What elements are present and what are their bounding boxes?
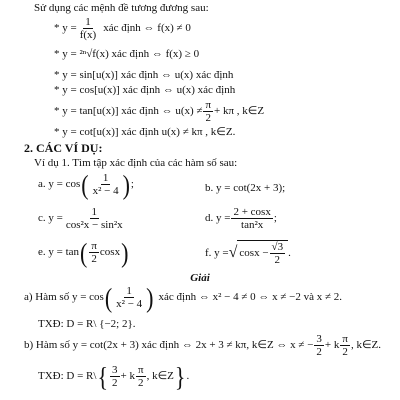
solution-b-domain-suffix: , k∈Z bbox=[146, 370, 174, 383]
solution-b-domain: TXĐ: D = R\ { $\frac{3}{2}$ + k $\frac{\pi}{2}$ , k∈Z } . bbox=[38, 360, 190, 392]
item-c bbox=[38, 206, 126, 231]
item-e: e. y = tan ( $\frac{\pi}{2}$ cosx ) bbox=[38, 236, 129, 268]
item-d bbox=[205, 206, 277, 231]
item-d-denominator: tan²x bbox=[241, 219, 264, 232]
rule-5-prefix: * y = tan[u(x)] xác định ⇔ u(x) ≠ bbox=[54, 105, 203, 118]
item-d-numerator: 2 + cosx bbox=[233, 206, 271, 218]
item-f-prefix: f. y = bbox=[205, 246, 229, 259]
solution-b-suffix: , k∈Z. bbox=[350, 339, 381, 352]
item-e-prefix: e. y = tan bbox=[38, 246, 80, 259]
item-c-numerator: 1 bbox=[91, 206, 97, 218]
solution-b-domain-fraction-1 bbox=[110, 364, 120, 389]
rule-1-denominator: f(x) bbox=[79, 29, 97, 42]
solution-title: Giải bbox=[190, 272, 210, 284]
item-c-prefix: c. y = bbox=[38, 212, 63, 225]
rule-1-suffix: xác định ⇔ f(x) ≠ 0 bbox=[103, 22, 191, 35]
solution-b-mid: + k bbox=[324, 339, 340, 352]
rule-4: * y = cos[u(x)] xác định ⇔ u(x) xác định bbox=[54, 84, 236, 96]
item-f-radicand bbox=[237, 240, 288, 266]
item-a-prefix: a. y = cos bbox=[38, 178, 81, 191]
section-title: 2. CÁC VÍ DỤ: bbox=[24, 141, 103, 155]
solution-a: a) Hàm số y = cos ( $\frac{1}{\text{x² − 4}}$ ) xác định ⇔ x² − 4 ≠ 0 ⇔ x ≠ −2 và x ≠ 2. bbox=[24, 281, 343, 313]
item-f-numerator: √3 bbox=[271, 241, 284, 253]
example-1-prompt: Ví dụ 1. Tìm tập xác định của các hàm số sau: bbox=[34, 157, 238, 169]
solution-b-fraction-1 bbox=[314, 333, 324, 358]
solution-a-denominator: x² − 4 bbox=[116, 298, 143, 311]
solution-b bbox=[24, 333, 381, 358]
item-e-denominator: 2 bbox=[91, 253, 97, 266]
solution-a-fraction bbox=[114, 285, 144, 310]
item-d-fraction bbox=[231, 206, 272, 231]
item-f: f. y = √ cosx − $\frac{√3}{2}$ . bbox=[205, 241, 291, 267]
solution-b-domain-den-1: 2 bbox=[112, 377, 118, 390]
item-f-fraction bbox=[270, 241, 286, 266]
rule-5-suffix: + kπ , k∈Z bbox=[214, 105, 265, 118]
item-b: b. y = cot(2x + 3); bbox=[205, 182, 286, 194]
solution-a-domain: TXĐ: D = R\ {−2; 2}. bbox=[38, 318, 136, 330]
solution-a-prefix: a) Hàm số y = cos bbox=[24, 291, 104, 304]
solution-a-numerator: 1 bbox=[126, 285, 132, 297]
rule-1-fraction bbox=[78, 16, 99, 41]
item-c-fraction bbox=[64, 206, 125, 231]
solution-b-domain-prefix: TXĐ: D = R\ bbox=[38, 370, 97, 383]
item-f-inner: cosx − bbox=[239, 247, 269, 260]
item-a-numerator: 1 bbox=[102, 172, 109, 184]
item-f-denominator: 2 bbox=[274, 254, 281, 267]
rule-1-numerator: 1 bbox=[85, 16, 91, 28]
rule-6: * y = cot[u(x)] xác định u(x) ≠ kπ , k∈Z. bbox=[54, 126, 236, 138]
solution-b-prefix: b) Hàm số y = cot(2x + 3) xác định ⇔ 2x + 3 ≠ kπ, k∈Z ⇔ x ≠ − bbox=[24, 339, 314, 352]
solution-b-domain-fraction-2 bbox=[136, 364, 146, 389]
rule-1-prefix: * y = bbox=[54, 22, 77, 35]
rule-3: * y = sin[u(x)] xác định ⇔ u(x) xác định bbox=[54, 69, 234, 81]
item-e-numerator: π bbox=[91, 240, 97, 252]
solution-b-den-1: 2 bbox=[316, 346, 322, 359]
item-a: a. y = cos ( $\frac{1}{\text{x² − 4}}$ ) ; bbox=[38, 168, 134, 200]
item-d-suffix: ; bbox=[273, 212, 277, 225]
rule-5-fraction bbox=[203, 99, 213, 124]
intro-text: Sử dụng các mệnh đề tương đương sau: bbox=[34, 2, 209, 14]
item-a-denominator: x² − 4 bbox=[92, 185, 119, 198]
item-c-denominator: cos²x − sin²x bbox=[65, 219, 123, 232]
rule-5 bbox=[54, 99, 264, 124]
solution-b-domain-mid: + k bbox=[120, 370, 135, 383]
rule-5-numerator: π bbox=[205, 99, 212, 111]
item-a-suffix: ; bbox=[130, 178, 134, 191]
solution-b-num-1: 3 bbox=[316, 333, 322, 345]
solution-b-domain-den-2: 2 bbox=[138, 377, 144, 390]
solution-b-num-2: π bbox=[342, 333, 348, 345]
solution-a-suffix: xác định ⇔ x² − 4 ≠ 0 ⇔ x ≠ −2 và x ≠ 2. bbox=[158, 291, 343, 304]
rule-5-denominator: 2 bbox=[205, 112, 212, 125]
item-e-argument: cosx bbox=[99, 246, 121, 259]
item-f-suffix: . bbox=[288, 246, 291, 259]
item-e-fraction bbox=[89, 240, 99, 265]
solution-b-den-2: 2 bbox=[342, 346, 348, 359]
solution-b-domain-num-1: 3 bbox=[112, 364, 118, 376]
solution-b-domain-num-2: π bbox=[138, 364, 144, 376]
solution-b-fraction-2 bbox=[340, 333, 350, 358]
item-a-fraction bbox=[91, 172, 121, 197]
item-d-prefix: d. y = bbox=[205, 212, 231, 225]
rule-2: * y = ²ⁿ√f(x) xác định ⇔ f(x) ≥ 0 bbox=[54, 48, 200, 60]
rule-1 bbox=[54, 16, 191, 41]
